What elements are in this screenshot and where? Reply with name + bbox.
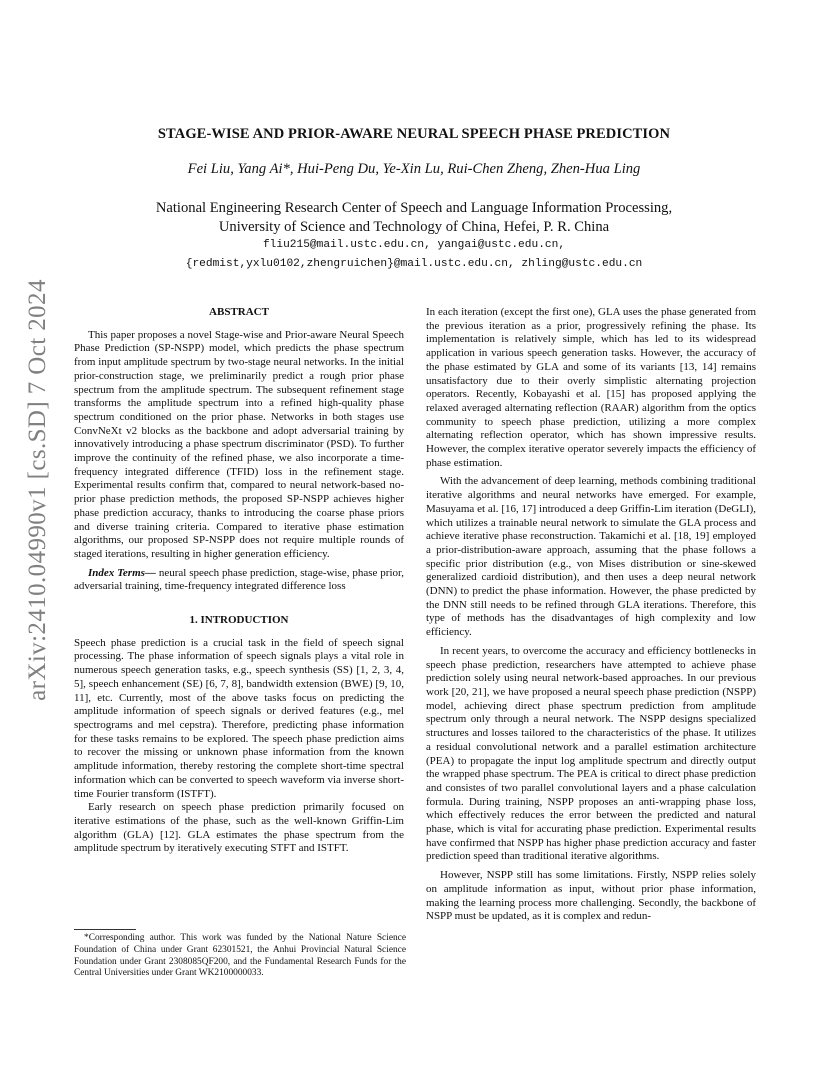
- intro-paragraph-1: Speech phase prediction is a crucial task in the field of speech signal processing. The phase information of speech signals plays a vital role in numerous speech generation tasks, e.g., speech synthesis (SS) [1, 2, 3, 4, 5], speech enhancement (SE) [6, 7, 8], bandwidth extension (BWE) [9, 10, 11], etc. Currently, most of the above tasks focus on predicting the amplitude information of speech signals or derived features (e.g., mel spectrograms and mel cepstra). Therefore, predicting phase information for these tasks remains to be explored. The speech phase prediction aims to recover the missing or unknown phase information from the known amplitude information, thereby restoring the complete short-time spectral information which can be converted to speech waveform via inverse short-time Fourier transform (ISTFT).: [74, 636, 404, 800]
- paper-title: STAGE-WISE AND PRIOR-AWARE NEURAL SPEECH PHASE PREDICTION: [157, 126, 671, 142]
- body-paragraph-limitations: However, NSPP still has some limitations. Firstly, NSPP relies solely on amplitude information as input, without prior phase information, making the learning process more challenging. Secondly, the backbone of NSPP must be updated, as it is complex and redun-: [426, 869, 756, 923]
- left-column: [74, 306, 404, 856]
- abstract-heading: ABSTRACT: [209, 306, 269, 318]
- affiliation-line-1: National Engineering Research Center of Speech and Language Information Processing,: [155, 200, 673, 216]
- right-column: [426, 306, 756, 924]
- intro-paragraph-2: Early research on speech phase prediction primarily focused on iterative estimations of the phase, such as the well-known Griffin-Lim algorithm (GLA) [12]. GLA estimates the phase spectrum from the amplitude spectrum by iteratively executing STFT and ISTFT.: [74, 801, 404, 855]
- body-paragraph-nspp: In recent years, to overcome the accuracy and efficiency bottlenecks in speech phase prediction, researchers have attempted to achieve phase prediction solely using neural network-based approaches. In our previous work [20, 21], we have proposed a neural speech phase prediction (NSPP) model, achieving direct phase spectrum prediction from amplitude spectrum only through a neural network. The NSPP designs specialized structures and losses tailored to the characteristics of the phase. It utilizes a residual convolutional network and a parallel estimation architecture (PEA) to propagate the input log amplitude spectrum and directly output the wrapped phase spectrum. The PEA is critical to direct phase prediction and consistes of two parallel convolutional layers and a phase calculation formula. During training, NSPP proposes an anti-wrapping phase loss, which effectively reduces the error between the predicted and natural phase, which is vital for accurating phase prediction. Experimental results have confirmed that NSPP has higher phase prediction accuracy and faster prediction speed than traditional iterative algorithms.: [426, 644, 756, 863]
- author-list: Fei Liu, Yang Ai*, Hui-Peng Du, Ye-Xin Lu, Rui-Chen Zheng, Zhen-Hua Ling: [187, 161, 641, 177]
- index-terms-label: Index Terms—: [88, 566, 156, 579]
- footnote: [74, 933, 406, 980]
- email-line-1: fliu215@mail.ustc.edu.cn, yangai@ustc.edu.cn,: [262, 239, 566, 251]
- footnote-divider: [74, 929, 136, 930]
- index-terms-text: neural speech phase prediction, stage-wise, phase prior, adversarial training, time-frequency integrated difference loss: [74, 566, 404, 593]
- arxiv-id: arXiv:2410.04990v1 [cs.SD] 7 Oct 2024: [24, 279, 51, 701]
- footnote-text: *Corresponding author. This work was funded by the National Nature Science Foundation of China under Grant 62301521, the Anhui Provincial Natural Science Foundation under Grant 2308085QF200, and the Fundamental Research Funds for the Central Universities under Grant WK2100000033.: [74, 933, 406, 979]
- affiliation-line-2: University of Science and Technology of China, Hefei, P. R. China: [218, 219, 610, 235]
- email-line-2: {redmist,yxlu0102,zhengruichen}@mail.ustc.edu.cn, zhling@ustc.edu.cn: [185, 258, 643, 270]
- introduction-heading: 1. INTRODUCTION: [189, 614, 289, 627]
- index-terms: [74, 567, 404, 594]
- body-paragraph-gla: In each iteration (except the first one), GLA uses the phase generated from the previous iteration as a prior, progressively refining the phase. Its implementation is relatively simple, which has led to its widespread application in various speech generation tasks. However, the accuracy of the phase estimated by GLA and some of its variants [13, 14] remains unsatisfactory due to their overly simplistic alternating projection operators. Recently, Kobayashi et al. [15] has proposed applying the relaxed averaged alternating reflection (RAAR) algorithm from the optics community to speech phase prediction, utilizing a more complex alternating reflection operator, which has shown impressive results. However, the complex iterative operator severely impacts the efficiency of phase estimation.: [426, 306, 756, 469]
- abstract-text: This paper proposes a novel Stage-wise and Prior-aware Neural Speech Phase Prediction (SP-NSPP) model, which predicts the phase spectrum from input amplitude spectrum by two-stage neural networks. In the initial prior-construction stage, we preliminarily predict a rough prior phase spectrum from the amplitude spectrum. The subsequent refinement stage transforms the amplitude spectrum into a refined high-quality phase spectrum conditioned on the prior phase. Networks in both stages use ConvNeXt v2 blocks as the backbone and adopt adversarial training by innovatively introducing a phase spectrum discriminator (PSD). To further improve the continuity of the refined phase, we also incorporate a time-frequency integrated difference (TFID) loss in the refinement stage. Experimental results confirm that, compared to neural network-based no-prior phase prediction methods, the proposed SP-NSPP achieves higher phase prediction accuracy, thanks to introducing the coarse phase priors and diverse training criteria. Compared to iterative phase estimation algorithms, our proposed SP-NSPP does not require multiple rounds of staged iterations, resulting in higher generation efficiency.: [74, 328, 404, 560]
- body-paragraph-deep-learning: With the advancement of deep learning, methods combining traditional iterative algorithms and neural networks have emerged. For example, Masuyama et al. [16, 17] introduced a deep Griffin-Lim iteration (DeGLI), which utilizes a trainable neural network to simulate the GLA process and achieve iterative phase reconstruction. Takamichi et al. [18, 19] employed a prior-distribution-aware approach, assuming that the phase follows a specific prior distribution (e.g., von Mises distribution or sine-skewed generalized cardioid distribution), and then uses a deep neural network (DNN) to predict the phase information. However, the phase predicted by the DNN still needs to be refined through GLA iterations. Therefore, this type of methods has the disadvantages of high complexity and low efficiency.: [426, 475, 756, 639]
